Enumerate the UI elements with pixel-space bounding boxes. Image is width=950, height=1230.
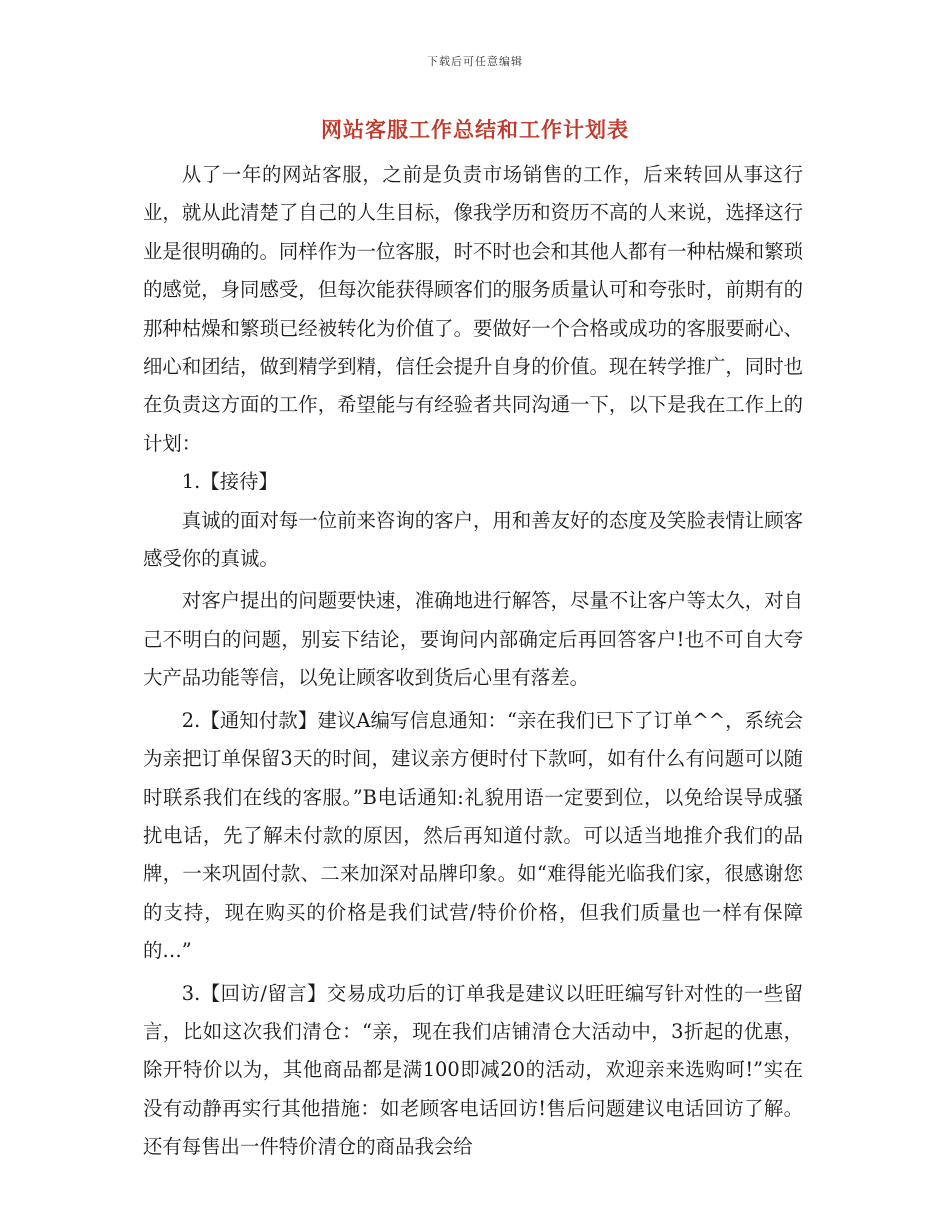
paragraph-intro: 从了一年的网站客服，之前是负责市场销售的工作，后来转回从事这行业，就从此清楚了自己的人生目标，像我学历和资历不高的人来说，选择这行业是很明确的。同样作为一位客服，时不时也会和其他人都有一种枯燥和繁琐的感觉，身同感受，但每次能获得顾客们的服务质量认可和夸张时，前期有的那种枯燥和繁琐已经被转化为价值了。要做好一个合格或成功的客服要耐心、细心和团结，做到精学到精，信任会提升自身的价值。现在转学推广，同时也在负责这方面的工作，希望能与有经验者共同沟通一下，以下是我在工作上的计划：: [143, 163, 803, 455]
header-note: 下载后可任意编辑: [427, 55, 523, 68]
paragraph-reception-1: 真诚的面对每一位前来咨询的客户，用和善友好的态度及笑脸表情让顾客感受你的真诚。: [143, 508, 803, 571]
document-title: 网站客服工作总结和工作计划表: [321, 117, 629, 142]
paragraph-reception-heading: 1.【接待】: [181, 470, 278, 494]
paragraph-reception-2: 对客户提出的问题要快速，准确地进行解答，尽量不让客户等太久，对自己不明白的问题，别妄下结论，要询问内部确定后再回答客户!也不可自大夸大产品功能等信，以免让顾客收到货后心里有落差。: [143, 589, 803, 690]
paragraph-payment-notice: 2.【通知付款】建议A编写信息通知：“亲在我们已下了订单^^，系统会为亲把订单保留3天的时间，建议亲方便时付下款呵，如有什么有问题可以随时联系我们在线的客服。”B电话通知:礼貌用语一定要到位，以免给误导成骚扰电话，先了解未付款的原因，然后再知道付款。可以适当地推介我们的品牌，一来巩固付款、二来加深对品牌印象。如“难得能光临我们家，很感谢您的支持，现在购买的价格是我们试营/特价价格，但我们质量也一样有保障的…”: [143, 708, 803, 963]
paragraph-follow-up: 3.【回访/留言】交易成功后的订单我是建议以旺旺编写针对性的一些留言，比如这次我们清仓：“亲，现在我们店铺清仓大活动中，3折起的优惠，除开特价以为，其他商品都是满100即减20的活动，欢迎亲来选购呵!”实在没有动静再实行其他措施：如老顾客电话回访!售后问题建议电话回访了解。还有每售出一件特价清仓的商品我会给: [143, 981, 803, 1159]
document-body: [143, 156, 803, 1167]
